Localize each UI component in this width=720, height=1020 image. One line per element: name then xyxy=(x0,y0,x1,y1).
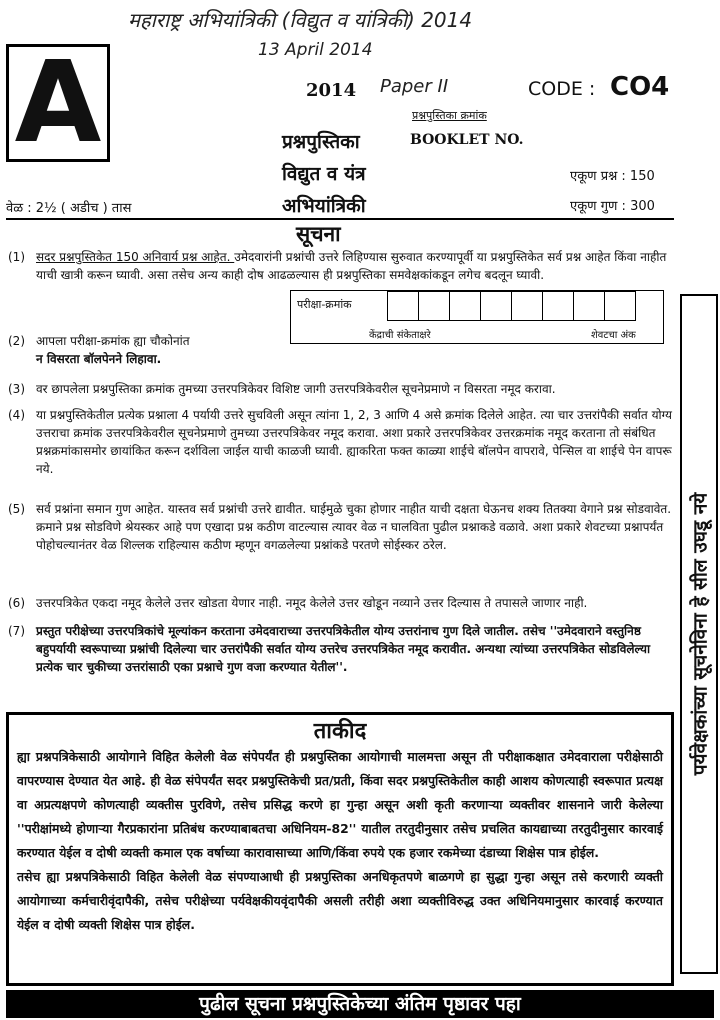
instruction-text: आपला परीक्षा-क्रमांक ह्या चौकोनांत xyxy=(36,334,190,348)
instruction-text-bold: न विसरता बॉलपेनने लिहावा. xyxy=(36,352,162,366)
instruction-number: (1) xyxy=(8,250,25,264)
total-marks: एकूण गुण : 300 xyxy=(570,199,655,214)
code-value: CO4 xyxy=(610,72,670,102)
handwritten-title: महाराष्ट्र अभियांत्रिकी (विद्युत व यांत्रिकी) 2014 xyxy=(128,8,473,32)
instruction-3 xyxy=(8,380,674,398)
set-letter: A xyxy=(6,44,110,162)
warning-title: ताकीद xyxy=(313,719,367,744)
instruction-text: उत्तरपत्रिकेत एकदा नमूद केलेले उत्तर खोडता येणार नाही. नमूद केलेले उत्तर खोडून नव्याने उत्तर दिल्यास ते तपासले जाणार नाही. xyxy=(36,596,588,610)
roll-number-box xyxy=(290,290,664,344)
instruction-number: (3) xyxy=(8,382,25,396)
section-title: सूचना xyxy=(296,222,341,246)
total-questions: एकूण प्रश्न : 150 xyxy=(570,169,655,184)
handwritten-date: 13 April 2014 xyxy=(258,40,373,60)
roll-number-label: परीक्षा-क्रमांक xyxy=(297,298,352,311)
instruction-text: या प्रश्नपुस्तिकेतील प्रत्येक प्रश्नाला 4 पर्यायी उत्तरे सुचविली असून त्यांना 1, 2, 3 आणि 4 असे क्रमांक दिलेले आहेत. त्या चार उत्तरांपैकी सर्वात योग्य उत्तराचा क्रमांक उत्तरपत्रिकेवरील सूचनेप्रमाणे तुमच्या उत्तरपत्रिकेवर नमूद करावा. अशा प्रकारे उत्तरपत्रिकेवर उत्तरक्रमांक नमूद करताना तो संबंधित प्रश्नक्रमांकासमोर छायांकित करून दर्शविला जाईल याची काळजी घ्यावी. ह्याकरिता फक्त काळ्या शाईचे बॉलपेन वापरावे, पेन्सिल वा शाईचे पेन वापरू नये. xyxy=(36,408,672,476)
instruction-number: (7) xyxy=(8,624,25,638)
seal-note-text: पर्यवेक्षकांच्या सूचनेविना हे सील उघडू नये xyxy=(689,492,712,776)
instruction-7 xyxy=(8,622,674,676)
instruction-4 xyxy=(8,406,674,478)
booklet-number-mr: प्रश्नपुस्तिका क्रमांक xyxy=(412,109,487,122)
title-line-2: विद्युत व यंत्र xyxy=(282,163,366,185)
handwritten-paper: Paper II xyxy=(380,76,449,97)
time-allowed: वेळ : 2½ ( अडीच ) तास xyxy=(6,201,132,216)
warning-body xyxy=(17,745,663,937)
instruction-text-lead: सदर प्रश्नपुस्तिकेत 150 अनिवार्य प्रश्न आहेत. xyxy=(36,250,235,264)
year: 2014 xyxy=(306,80,357,101)
instruction-1 xyxy=(8,248,674,284)
booklet-number-en: BOOKLET NO. xyxy=(410,132,524,148)
warning-paragraph-1: ह्या प्रश्नपत्रिकेसाठी आयोगाने विहित केलेली वेळ संपेपर्यंत ही प्रश्नपुस्तिका आयोगाची मालमत्ता असून ती परीक्षाकक्षात उमेदवाराला परीक्षेसाठी वापरण्यास देण्यात येत आहे. ही वेळ संपेपर्यंत सदर प्रश्नपुस्तिकेची प्रत/प्रती, किंवा सदर प्रश्नपुस्तिकेतील काही आशय कोणत्याही स्वरूपात प्रत्यक्ष वा अप्रत्यक्षपणे कोणत्याही व्यक्तीस पुरविणे, तसेच प्रसिद्ध करणे हा गुन्हा असून अशी कृती करणाऱ्या व्यक्तीवर शासनाने जारी केलेल्या ''परीक्षांमध्ये होणाऱ्या गैरप्रकारांना प्रतिबंध करण्याबाबतचा अधिनियम-82'' यातील तरतुदीनुसार तसेच प्रचलित कायद्याच्या तरतुदीनुसार कारवाई करण्यात येईल व दोषी व्यक्ती कमाल एक वर्षाच्या कारावासाच्या आणि/किंवा रुपये एक हजार रकमेच्या दंडाच्या शिक्षेस पात्र होईल. xyxy=(17,749,663,860)
warning-box xyxy=(6,712,674,986)
title-line-1: प्रश्नपुस्तिका xyxy=(282,131,360,153)
roll-number-cells[interactable] xyxy=(387,291,635,321)
warning-paragraph-2: तसेच ह्या प्रश्नपत्रिकेसाठी विहित केलेली वेळ संपण्याआधी ही प्रश्नपुस्तिका अनधिकृतपणे बाळगणे हा सुद्धा गुन्हा असून तसे करणारी व्यक्ती आयोगाच्या कर्मचारीवृंदापैकी, तसेच परीक्षेच्या पर्यवेक्षकीयवृंदापैकी असली तरीही अशा व्यक्तीविरुद्ध उक्त अधिनियमानुसार कारवाई करण्यात येईल व दोषी व्यक्ती शिक्षेस पात्र होईल. xyxy=(17,869,663,932)
instruction-text: वर छापलेला प्रश्नपुस्तिका क्रमांक तुमच्या उत्तरपत्रिकेवर विशिष्ट जागी उत्तरपत्रिकेवरील सूचनेप्रमाणे न विसरता नमूद करावा. xyxy=(36,382,556,396)
instruction-number: (4) xyxy=(8,408,25,422)
footer-banner: पुढील सूचना प्रश्नपुस्तिकेच्या अंतिम पृष्ठावर पहा xyxy=(6,990,714,1018)
code-label: CODE : xyxy=(528,78,596,100)
instruction-number: (5) xyxy=(8,502,25,516)
instruction-6 xyxy=(8,594,674,612)
instruction-number: (6) xyxy=(8,596,25,610)
title-line-3: अभियांत्रिकी xyxy=(282,195,366,217)
instruction-text: उमेदवारांनी प्रश्नांची उत्तरे लिहिण्यास सुरुवात करण्यापूर्वी या प्रश्नपुस्तिकेत सर्व प्रश्न आहेत किंवा नाहीत याची खात्री करून घ्यावी. असा तसेच अन्य काही दोष आढळल्यास ही प्रश्नपुस्तिका समवेक्षकांकडून लगेच बदलून घ्यावी. xyxy=(36,250,667,282)
instruction-text: प्रस्तुत परीक्षेच्या उत्तरपत्रिकांचे मूल्यांकन करताना उमेदवाराच्या उत्तरपत्रिकेतील योग्य उत्तरांनाच गुण दिले जातील. तसेच ''उमेदवाराने वस्तुनिष्ठ बहुपर्यायी स्वरूपाच्या प्रश्नांची दिलेल्या चार उत्तरांपैकी सर्वात योग्य उत्तरेच उत्तरपत्रिकेत नमूद करावीत. अन्यथा त्यांच्या उत्तरपत्रिकेत सोडविलेल्या प्रत्येक चार चुकीच्या उत्तरांसाठी एका प्रश्नाचे गुण वजा करण्यात येतील''. xyxy=(36,624,651,674)
instruction-number: (2) xyxy=(8,334,25,348)
instruction-text: सर्व प्रश्नांना समान गुण आहेत. यास्तव सर्व प्रश्नांची उत्तरे द्यावीत. घाईमुळे चुका होणार नाहीत याची दक्षता घेऊनच शक्य तितक्या वेगाने प्रश्न सोडवावेत. क्रमाने प्रश्न सोडविणे श्रेयस्कर आहे पण एखादा प्रश्न कठीण वाटल्यास त्यावर वेळ न घालविता पुढील प्रश्नाकडे वळावे. अशा प्रकारे शेवटच्या प्रश्नापर्यंत पोहोचल्यानंतर वेळ शिल्लक राहिल्यास कठीण म्हणून वगळलेल्या प्रश्नांकडे परतणे सोईस्कर ठरेल. xyxy=(36,502,672,552)
instruction-2 xyxy=(8,332,298,368)
center-code-label: केंद्राची संकेताक्षरे xyxy=(369,330,431,341)
seal-note xyxy=(680,294,718,974)
instruction-5 xyxy=(8,500,674,554)
last-digit-label: शेवटचा अंक xyxy=(591,330,636,341)
